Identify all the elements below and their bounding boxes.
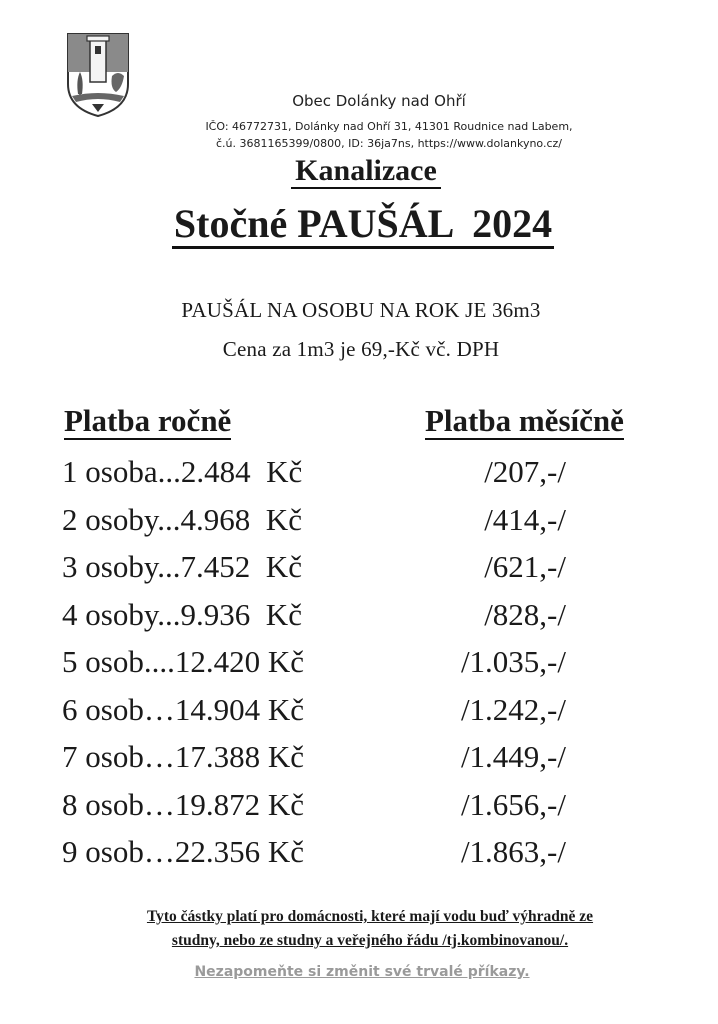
annual-amount: 3 osoby...7.452 Kč xyxy=(62,549,302,584)
annual-amount: 5 osob....12.420 Kč xyxy=(62,644,304,679)
monthly-amount: /1.449,-/ xyxy=(460,739,566,774)
annual-amount: 9 osob…22.356 Kč xyxy=(62,834,304,869)
table-row xyxy=(0,545,718,593)
annual-amount: 1 osoba...2.484 Kč xyxy=(62,454,303,489)
table-row xyxy=(0,450,718,498)
municipality-bank-info: č.ú. 3681165399/0800, ID: 36ja7ns, https://www.dolankyno.cz/ xyxy=(215,137,562,150)
monthly-amount: /1.242,-/ xyxy=(460,691,566,727)
monthly-amount: /1.863,-/ xyxy=(460,834,566,869)
monthly-amount: /207,-/ xyxy=(484,454,566,489)
price-info: Cena za 1m3 je 69,-Kč vč. DPH xyxy=(222,337,500,361)
standing-order-reminder: Nezapomeňte si změnit své trvalé příkazy. xyxy=(194,964,530,980)
monthly-payment-header: Platba měsíčně xyxy=(425,403,624,438)
flat-rate-info: PAUŠÁL NA OSOBU NA ROK JE 36m3 xyxy=(181,298,541,322)
monthly-amount: /414,-/ xyxy=(484,501,566,537)
table-row xyxy=(0,735,718,783)
subtitle-text: Kanalizace xyxy=(291,154,441,189)
applicability-note-line1: Tyto částky platí pro domácnosti, které mají vodu buď výhradně ze xyxy=(146,908,594,925)
annual-amount: 2 osoby...4.968 Kč xyxy=(62,501,302,537)
table-row xyxy=(0,640,718,688)
annual-amount: 8 osob…19.872 Kč xyxy=(62,786,304,822)
table-row xyxy=(0,688,718,736)
annual-amount: 7 osob…17.388 Kč xyxy=(62,739,304,774)
document-title xyxy=(0,200,718,247)
table-row xyxy=(0,783,718,831)
table-row xyxy=(0,498,718,546)
document-subtitle xyxy=(0,154,718,188)
monthly-amount: /1.656,-/ xyxy=(460,786,566,822)
annual-amount: 4 osoby...9.936 Kč xyxy=(62,596,302,632)
annual-amount: 6 osob…14.904 Kč xyxy=(62,691,304,727)
applicability-note-line2: studny, nebo ze studny a veřejného řádu /tj.kombinovanou/. xyxy=(171,932,569,949)
payment-table xyxy=(0,450,718,878)
municipality-name: Obec Dolánky nad Ohří xyxy=(292,92,466,110)
table-row xyxy=(0,830,718,878)
title-text: Stočné PAUŠÁL 2024 xyxy=(172,201,554,249)
monthly-amount: /828,-/ xyxy=(484,596,566,632)
table-row xyxy=(0,593,718,641)
monthly-amount: /1.035,-/ xyxy=(460,644,566,679)
monthly-amount: /621,-/ xyxy=(484,549,566,584)
annual-payment-header: Platba ročně xyxy=(64,403,232,438)
municipality-address: IČO: 46772731, Dolánky nad Ohří 31, 41301 Roudnice nad Labem, xyxy=(205,120,573,133)
